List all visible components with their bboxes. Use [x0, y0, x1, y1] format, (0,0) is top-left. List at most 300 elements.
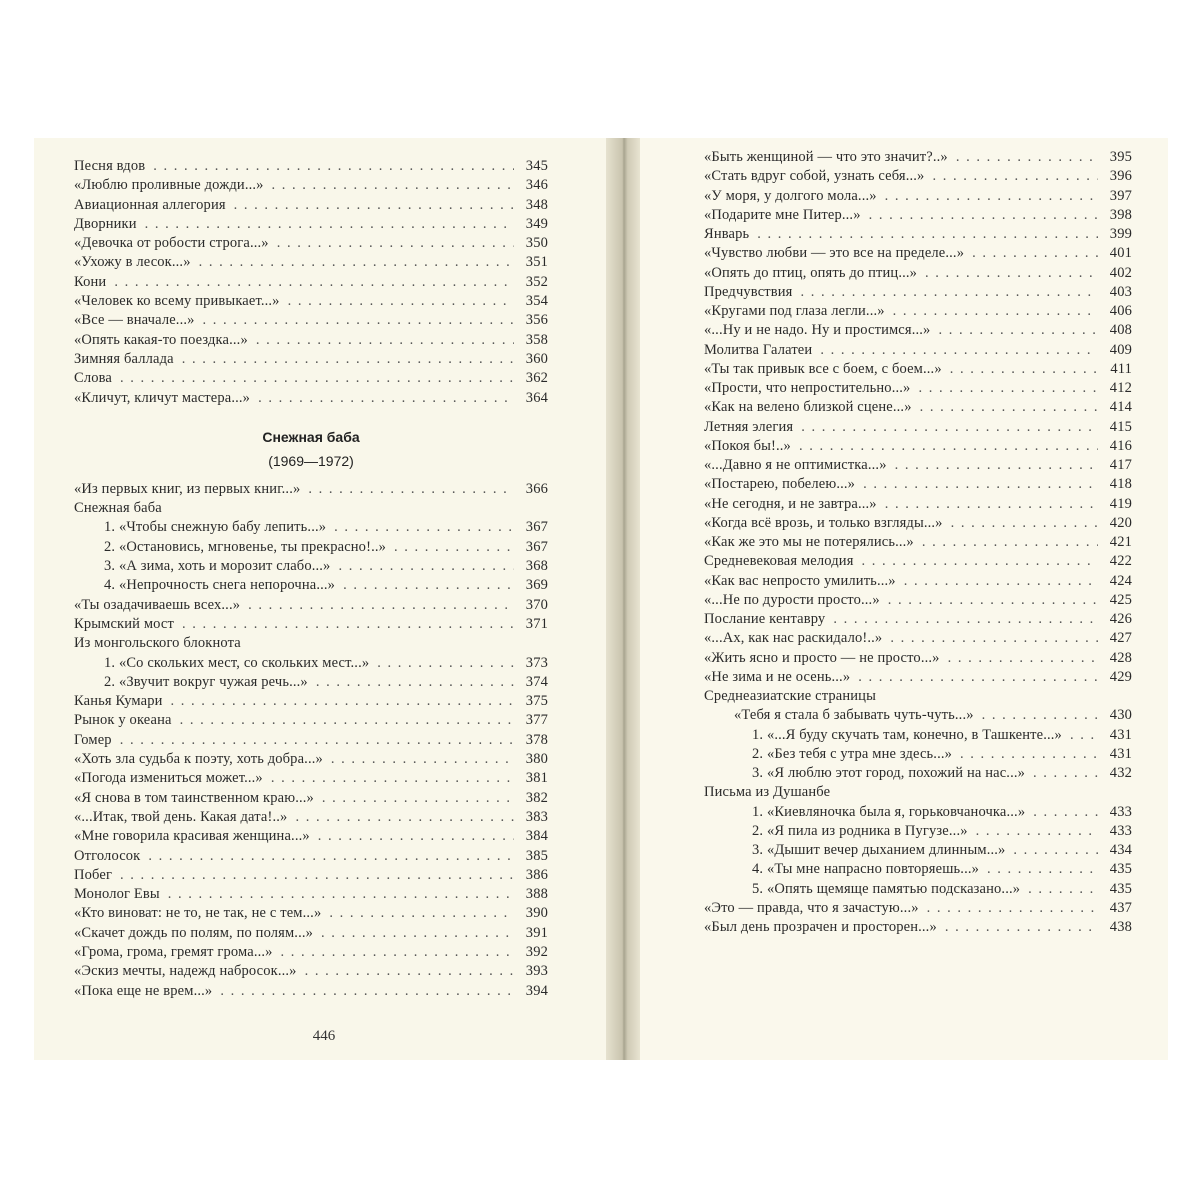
toc-entry-page-number: 367 [525, 519, 548, 536]
toc-entry-page-number: 393 [525, 963, 548, 980]
toc-entry-title: «Жить ясно и просто — не просто...» [704, 649, 940, 666]
toc-entry [74, 693, 548, 712]
toc-entry [704, 746, 1132, 765]
dot-leader [272, 177, 514, 194]
toc-entry [74, 216, 548, 235]
toc-entry [704, 188, 1132, 207]
toc-entry-title: 3. «А зима, хоть и морозит слабо...» [104, 558, 331, 575]
toc-entry [704, 842, 1132, 861]
toc-entry-title: «Как вас непросто умилить...» [704, 572, 896, 589]
section-title: Снежная баба [262, 428, 360, 445]
dot-leader [394, 539, 514, 556]
toc-entry-page-number: 367 [525, 538, 548, 555]
dot-leader [820, 342, 1098, 359]
dot-leader [801, 284, 1099, 301]
page-number-folio: 446 [312, 1028, 336, 1044]
toc-entry-title: «Человек ко всему привыкает...» [74, 293, 280, 310]
dot-leader [234, 197, 514, 214]
dot-leader [862, 553, 1098, 570]
toc-entry-title: Летняя элегия [704, 418, 794, 435]
dot-leader [888, 592, 1098, 609]
toc-entry [74, 235, 548, 254]
right-entries [704, 149, 1132, 938]
toc-entry-page-number: 438 [1109, 919, 1132, 935]
toc-entry [704, 515, 1132, 534]
dot-leader [890, 630, 1098, 647]
toc-entry [704, 630, 1132, 649]
toc-entry-title: «Тебя я стала б забывать чуть-чуть...» [734, 707, 974, 724]
right-table-of-contents [704, 149, 1132, 938]
toc-entry [704, 784, 1132, 803]
toc-entry-title: 1. «...Я буду скучать там, конечно, в Ташкенте...» [752, 726, 1062, 743]
toc-entry [704, 707, 1132, 726]
toc-entry-page-number: 369 [525, 577, 548, 594]
toc-entry-title: Кони [74, 273, 107, 290]
toc-entry-page-number: 356 [525, 312, 548, 329]
toc-entry-title: 4. «Непрочность снега непорочна...» [104, 577, 336, 594]
toc-entry-title: Монолог Евы [74, 886, 160, 903]
toc-entry-title: Крымский мост [74, 615, 174, 632]
toc-entry [74, 332, 548, 351]
toc-entry-page-number: 424 [1109, 572, 1132, 589]
toc-entry [704, 553, 1132, 572]
toc-entry-page-number: 352 [525, 273, 548, 290]
toc-entry-page-number: 375 [525, 693, 548, 710]
toc-entry [704, 438, 1132, 457]
toc-entry-page-number: 378 [525, 731, 548, 748]
dot-leader [114, 274, 514, 291]
dot-leader [833, 611, 1098, 628]
toc-entry-page-number: 412 [1109, 380, 1132, 396]
dot-leader [145, 216, 514, 233]
toc-entry-page-number: 408 [1109, 322, 1132, 339]
toc-entry-title: «Прости, что непростительно...» [704, 380, 911, 396]
toc-entry-page-number: 390 [525, 905, 548, 922]
toc-entry-title: «...Итак, твой день. Какая дата!..» [74, 808, 288, 825]
toc-entry-page-number: 437 [1109, 899, 1132, 916]
toc-entry-title: «...Не по дурости просто...» [704, 591, 880, 608]
toc-entry-title: «Как же это мы не потерялись...» [704, 534, 914, 550]
toc-entry [704, 823, 1132, 842]
toc-entry-page-number: 383 [525, 808, 548, 825]
toc-entry-title: «Девочка от робости строга...» [74, 235, 269, 252]
toc-entry [74, 790, 548, 809]
toc-entry-title: Письма из Душанбе [704, 784, 831, 801]
dot-leader [885, 188, 1098, 205]
toc-entry-page-number: 433 [1109, 822, 1132, 839]
toc-entry [704, 650, 1132, 669]
toc-entry [704, 573, 1132, 592]
toc-entry-title: «Кличут, кличут мастера...» [74, 389, 251, 406]
toc-entry-title: «Ухожу в лесок...» [74, 254, 191, 271]
toc-entry [74, 539, 548, 558]
dot-leader [321, 925, 514, 942]
toc-entry [704, 245, 1132, 264]
dot-leader [976, 823, 1098, 840]
dot-leader [987, 861, 1098, 878]
dot-leader [918, 380, 1098, 397]
left-book-page [34, 138, 614, 1060]
toc-entry [74, 751, 548, 770]
toc-entry-title: 3. «Я люблю этот город, похожий на нас...» [752, 765, 1026, 781]
toc-entry-page-number: 348 [525, 196, 548, 213]
toc-entry-page-number: 360 [525, 350, 548, 367]
toc-entry-title: «Кто виноват: не то, не так, не с тем...» [74, 905, 322, 922]
dot-leader [925, 265, 1098, 282]
dot-leader [256, 332, 514, 349]
dot-leader [120, 370, 514, 387]
toc-entry-title: 5. «Опять щемяще памятью подсказано...» [752, 880, 1021, 897]
toc-entry-title: 2. «Без тебя с утра мне здесь...» [752, 745, 953, 762]
toc-entry-page-number: 431 [1109, 745, 1132, 762]
toc-entry [74, 254, 548, 273]
toc-entry-page-number: 433 [1109, 803, 1132, 820]
dot-leader [338, 558, 514, 575]
dot-leader [180, 712, 514, 729]
toc-entry-page-number: 350 [525, 235, 548, 252]
toc-entry-title: «Кругами под глаза легли...» [704, 303, 885, 319]
toc-entry-title: 2. «Звучит вокруг чужая речь...» [104, 673, 308, 690]
toc-entry [74, 558, 548, 577]
toc-entry-page-number: 380 [525, 751, 548, 768]
toc-entry-page-number: 381 [525, 770, 548, 787]
dot-leader [343, 577, 514, 594]
toc-entry-title: «Все — вначале...» [74, 312, 195, 329]
dot-leader [182, 351, 514, 368]
toc-entry [74, 597, 548, 616]
toc-entry-page-number: 354 [525, 293, 548, 310]
dot-leader [1013, 842, 1098, 859]
toc-entry [704, 380, 1132, 399]
toc-entry-page-number: 431 [1109, 726, 1132, 743]
toc-entry [704, 265, 1132, 284]
toc-entry-title: 3. «Дышит вечер дыханием длинным...» [752, 842, 1006, 858]
toc-entry [74, 390, 548, 409]
toc-entry-title: Побег [74, 866, 113, 883]
toc-entry-title: «Был день прозрачен и просторен...» [704, 919, 937, 935]
toc-entry-title: «Мне говорила красивая женщина...» [74, 828, 310, 845]
toc-entry [704, 611, 1132, 630]
toc-entry [74, 481, 548, 500]
dot-leader [334, 519, 514, 536]
toc-entry-title: Гомер [74, 731, 112, 748]
toc-entry [74, 370, 548, 389]
dot-leader [153, 158, 514, 175]
dot-leader [948, 650, 1098, 667]
toc-entry [704, 457, 1132, 476]
toc-entry-title: «Не зима и не осень...» [704, 668, 851, 685]
toc-entry-title: «Постарею, побелею...» [704, 476, 856, 493]
toc-entry-page-number: 432 [1109, 765, 1132, 781]
toc-entry-title: «Пока еще не врем...» [74, 982, 213, 999]
toc-entry-page-number: 386 [525, 866, 548, 883]
toc-entry-page-number: 399 [1109, 226, 1132, 242]
dot-leader [950, 361, 1098, 378]
toc-entry [704, 688, 1132, 707]
toc-entry [74, 577, 548, 596]
dot-leader [960, 746, 1098, 763]
dot-leader [920, 399, 1098, 416]
toc-entry-title: «Опять какая-то поездка...» [74, 331, 248, 348]
dot-leader [938, 322, 1098, 339]
toc-entry-page-number: 392 [525, 943, 548, 960]
toc-entry-page-number: 377 [525, 712, 548, 729]
toc-entry-title: «...Ах, как нас раскидало!..» [704, 630, 883, 647]
toc-entry-title: Среднеазиатские страницы [704, 688, 876, 704]
toc-entry [704, 765, 1132, 784]
toc-entry [74, 616, 548, 635]
dot-leader [982, 707, 1098, 724]
left-entries-top [74, 158, 548, 409]
toc-entry [74, 519, 548, 538]
dot-leader [869, 207, 1098, 224]
toc-entry-title: 2. «Я пила из родника в Пугузе...» [752, 822, 968, 839]
toc-entry [74, 983, 548, 1002]
toc-entry-page-number: 429 [1109, 668, 1132, 685]
dot-leader [799, 438, 1098, 455]
toc-entry [704, 861, 1132, 880]
toc-entry-title: «...Давно я не оптимистка...» [704, 457, 887, 473]
toc-entry-page-number: 434 [1109, 842, 1132, 858]
toc-entry-title: «Когда всё врозь, и только взгляды...» [704, 514, 943, 531]
dot-leader [945, 919, 1098, 936]
dot-leader [331, 751, 514, 768]
toc-entry [74, 732, 548, 751]
toc-entry-page-number: 358 [525, 331, 548, 348]
toc-entry [74, 944, 548, 963]
toc-entry-page-number: 396 [1109, 168, 1132, 185]
toc-entry-title: Авиационная аллегория [74, 196, 226, 213]
toc-entry-title: Канья Кумари [74, 693, 163, 710]
dot-leader [120, 867, 514, 884]
dot-leader [863, 476, 1098, 493]
toc-entry-title: Предчувствия [704, 283, 793, 300]
toc-entry-title: 2. «Остановись, мгновенье, ты прекрасно!..» [104, 538, 387, 555]
toc-entry-title: Средневековая мелодия [704, 553, 854, 570]
dot-leader [922, 534, 1098, 551]
toc-entry-page-number: 391 [525, 924, 548, 941]
toc-entry-page-number: 403 [1109, 283, 1132, 300]
toc-entry-page-number: 351 [525, 254, 548, 271]
dot-leader [801, 419, 1098, 436]
dot-leader [1033, 804, 1098, 821]
dot-leader [1070, 727, 1098, 744]
dot-leader [895, 457, 1098, 474]
toc-entry-page-number: 370 [525, 596, 548, 613]
toc-entry [74, 712, 548, 731]
dot-leader [120, 732, 514, 749]
toc-entry-title: Зимняя баллада [74, 350, 174, 367]
toc-entry [704, 303, 1132, 322]
toc-entry [74, 674, 548, 693]
toc-entry [704, 496, 1132, 515]
dot-leader [858, 669, 1098, 686]
toc-entry-page-number: 398 [1109, 206, 1132, 223]
dot-leader [329, 905, 514, 922]
toc-entry-title: «Подарите мне Питер...» [704, 206, 861, 223]
toc-entry-title: 1. «Киевляночка была я, горьковчаночка...» [752, 803, 1026, 820]
toc-entry-page-number: 401 [1109, 245, 1132, 262]
toc-entry [74, 635, 548, 654]
toc-entry-page-number: 346 [525, 177, 548, 194]
dot-leader [281, 944, 514, 961]
dot-leader [248, 597, 514, 614]
toc-entry-title: Снежная баба [74, 500, 162, 517]
toc-entry-page-number: 362 [525, 370, 548, 387]
toc-entry-title: «Опять до птиц, опять до птиц...» [704, 264, 918, 281]
toc-entry [704, 669, 1132, 688]
toc-entry-title: 4. «Ты мне напрасно повторяешь...» [752, 861, 980, 878]
right-book-page [640, 138, 1168, 1060]
toc-entry [704, 534, 1132, 553]
dot-leader [295, 809, 514, 826]
dot-leader [288, 293, 514, 310]
toc-entry [74, 500, 548, 519]
toc-entry-title: «Из первых книг, из первых книг...» [74, 480, 301, 497]
toc-entry-page-number: 394 [525, 982, 548, 999]
toc-entry-page-number: 402 [1109, 264, 1132, 281]
toc-entry [74, 905, 548, 924]
dot-leader [1033, 765, 1098, 782]
toc-entry [74, 274, 548, 293]
toc-entry-page-number: 397 [1109, 187, 1132, 204]
dot-leader [956, 149, 1098, 166]
toc-entry-title: «У моря, у долгого мола...» [704, 187, 877, 204]
toc-entry [704, 342, 1132, 361]
toc-entry [74, 886, 548, 905]
dot-leader [893, 303, 1098, 320]
toc-entry [74, 848, 548, 867]
toc-entry-title: Отголосок [74, 847, 141, 864]
dot-leader [199, 254, 514, 271]
dot-leader [171, 693, 514, 710]
dot-leader [932, 168, 1098, 185]
toc-entry-title: «Хоть зла судьба к поэту, хоть добра...» [74, 751, 323, 768]
dot-leader [951, 515, 1098, 532]
dot-leader [885, 496, 1098, 513]
toc-entry [74, 655, 548, 674]
toc-entry-title: «Быть женщиной — что это значит?..» [704, 149, 948, 165]
toc-entry [74, 312, 548, 331]
toc-entry-page-number: 349 [525, 215, 548, 232]
toc-entry-title: Песня вдов [74, 158, 146, 174]
toc-entry-page-number: 409 [1109, 341, 1132, 358]
toc-entry-page-number: 425 [1109, 591, 1132, 608]
toc-entry-title: Слова [74, 370, 112, 387]
toc-entry-title: «Как на велено близкой сцене...» [704, 399, 912, 416]
toc-entry-page-number: 416 [1109, 437, 1132, 454]
toc-entry [704, 881, 1132, 900]
toc-entry-title: 1. «Чтобы снежную бабу лепить...» [104, 519, 327, 536]
toc-entry [704, 168, 1132, 187]
toc-entry [74, 925, 548, 944]
toc-entry [74, 177, 548, 196]
toc-entry-page-number: 366 [525, 480, 548, 497]
toc-entry-title: «Покоя бы!..» [704, 437, 791, 454]
dot-leader [972, 245, 1098, 262]
dot-leader [757, 226, 1098, 243]
toc-entry-title: Послание кентавру [704, 611, 826, 627]
toc-entry-title: «Ты озадачиваешь всех...» [74, 596, 241, 613]
toc-entry [704, 476, 1132, 495]
toc-entry-page-number: 373 [525, 654, 548, 671]
dot-leader [904, 573, 1098, 590]
dot-leader [308, 481, 514, 498]
toc-entry [74, 351, 548, 370]
toc-entry-title: «Это — правда, что я зачастую...» [704, 899, 919, 916]
toc-entry-title: 1. «Со скольких мест, со скольких мест...» [104, 654, 370, 671]
toc-entry-page-number: 388 [525, 886, 548, 903]
toc-entry-title: Молитва Галатеи [704, 341, 813, 358]
dot-leader [258, 390, 514, 407]
left-table-of-contents [74, 158, 548, 1002]
toc-entry-page-number: 426 [1109, 611, 1132, 627]
toc-entry-title: Январь [704, 226, 750, 242]
toc-entry-title: «Грома, грома, гремят грома...» [74, 943, 273, 960]
toc-entry-title: «...Ну и не надо. Ну и простимся...» [704, 322, 931, 339]
toc-entry [704, 149, 1132, 168]
toc-entry [704, 399, 1132, 418]
toc-entry [74, 867, 548, 886]
toc-entry-page-number: 421 [1109, 534, 1132, 550]
toc-entry-page-number: 427 [1109, 630, 1132, 647]
toc-entry-title: «Скачет дождь по полям, по полям...» [74, 924, 314, 941]
toc-entry-page-number: 414 [1109, 399, 1132, 416]
toc-entry-page-number: 364 [525, 389, 548, 406]
toc-entry-title: Рынок у океана [74, 712, 172, 729]
toc-entry [704, 322, 1132, 341]
toc-entry [74, 158, 548, 177]
toc-entry-page-number: 435 [1109, 880, 1132, 897]
toc-entry-page-number: 428 [1109, 649, 1132, 666]
toc-entry [74, 197, 548, 216]
toc-entry-title: «Стать вдруг собой, узнать себя...» [704, 168, 925, 185]
toc-entry-page-number: 415 [1109, 418, 1132, 435]
dot-leader [271, 770, 514, 787]
toc-entry [704, 804, 1132, 823]
toc-entry [704, 592, 1132, 611]
toc-entry [74, 770, 548, 789]
dot-leader [305, 963, 514, 980]
toc-entry [704, 207, 1132, 226]
toc-entry [74, 809, 548, 828]
toc-entry-page-number: 419 [1109, 495, 1132, 512]
toc-entry-page-number: 406 [1109, 303, 1132, 319]
left-entries-bottom [74, 481, 548, 1002]
toc-entry-title: «Не сегодня, и не завтра...» [704, 495, 877, 512]
toc-entry-title: Из монгольского блокнота [74, 635, 241, 652]
toc-entry-title: «Погода измениться может...» [74, 770, 263, 787]
toc-entry [704, 919, 1132, 938]
toc-entry-page-number: 345 [525, 158, 548, 174]
dot-leader [377, 655, 514, 672]
toc-entry-page-number: 435 [1109, 861, 1132, 878]
toc-entry-title: «Я снова в том таинственном краю...» [74, 789, 314, 806]
toc-entry-page-number: 374 [525, 673, 548, 690]
dot-leader [220, 983, 514, 1000]
toc-entry [704, 900, 1132, 919]
toc-entry-page-number: 371 [525, 615, 548, 632]
toc-entry-page-number: 422 [1109, 553, 1132, 570]
toc-entry [74, 293, 548, 312]
toc-entry-page-number: 418 [1109, 476, 1132, 493]
toc-entry-page-number: 420 [1109, 514, 1132, 531]
toc-entry-page-number: 368 [525, 558, 548, 575]
dot-leader [203, 312, 514, 329]
toc-entry-page-number: 417 [1109, 457, 1132, 473]
dot-leader [277, 235, 514, 252]
toc-entry-page-number: 411 [1110, 360, 1132, 377]
